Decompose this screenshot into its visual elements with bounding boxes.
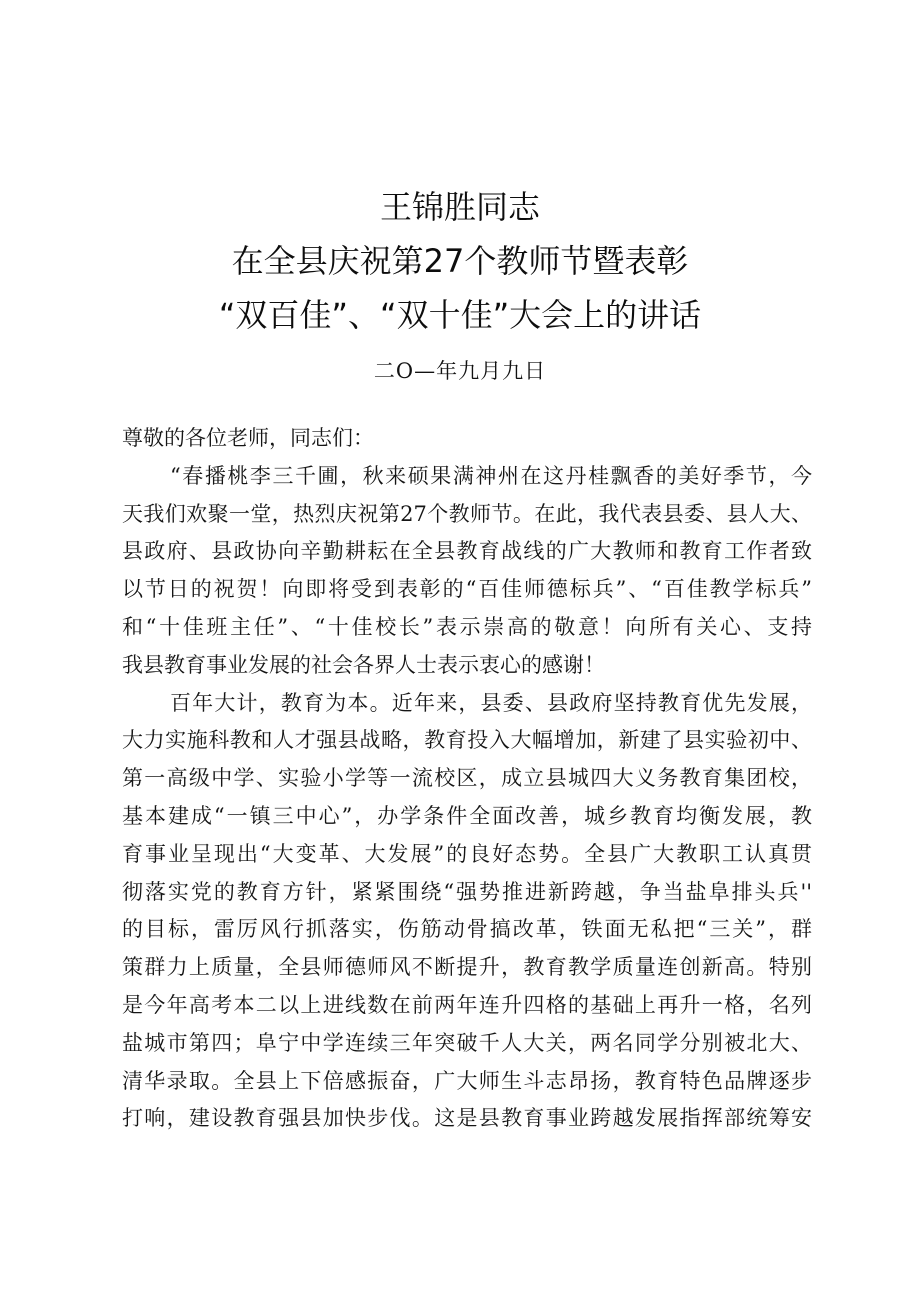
paragraph-2-line: 第一高级中学、实验小学等一流校区，成立县城四大义务教育集团校， — [122, 766, 812, 791]
title-line-event: “双百佳”、“双十佳”大会上的讲话 — [218, 296, 702, 334]
paragraph-2-line: 彻落实党的教育方针，紧紧围绕“强势推进新跨越，争当盐阜排头兵'' — [122, 879, 812, 904]
paragraph-2-line: 清华录取。全县上下倍感振奋，广大师生斗志昂扬，教育特色品牌逐步 — [122, 1068, 812, 1093]
paragraph-1-line: “春播桃李三千圃，秋来硕果满神州在这丹桂飘香的美好季节，今 — [170, 463, 812, 488]
paragraph-2-line: 策群力上质量，全县师德师风不断提升，教育教学质量连创新高。特别 — [122, 955, 812, 980]
speech-title — [0, 180, 920, 342]
paragraph-2-line: 是今年高考本二以上进线数在前两年连升四格的基础上再升一格，名列 — [122, 992, 812, 1017]
paragraph-1-line: 以节日的祝贺！向即将受到表彰的“百佳师德标兵”、“百佳教学标兵” — [122, 577, 812, 602]
paragraph-2-line: 盐城市第四；阜宁中学连续三年突破千人大关，两名同学分别被北大、 — [122, 1030, 812, 1055]
paragraph-2-line: 打响，建设教育强县加快步伐。这是县教育事业跨越发展指挥部统筹安 — [122, 1106, 812, 1131]
paragraph-2-line: 百年大计，教育为本。近年来，县委、县政府坚持教育优先发展， — [170, 690, 812, 715]
paragraph-1-line: 天我们欢聚一堂，热烈庆祝第27个教师节。在此，我代表县委、县人大、 — [122, 501, 812, 526]
salutation: 尊敬的各位老师，同志们： — [122, 426, 374, 450]
speech-body — [122, 420, 812, 1138]
paragraph-2-line: 育事业呈现出“大变革、大发展”的良好态势。全县广大教职工认真贯 — [122, 841, 812, 866]
paragraph-1-line: 和“十佳班主任”、“十佳校长”表示崇高的敬意！向所有关心、支持 — [122, 614, 812, 639]
paragraph-2-line: 基本建成“一镇三中心”，办学条件全面改善，城乡教育均衡发展，教 — [122, 803, 812, 828]
paragraph-1-line: 我县教育事业发展的社会各界人士表示衷心的感谢！ — [122, 652, 605, 677]
paragraph-2-line: 的目标，雷厉风行抓落实，伤筋动骨搞改革，铁面无私把“三关”，群 — [122, 917, 812, 942]
paragraph-1-line: 县政府、县政协向辛勤耕耘在全县教育战线的广大教师和教育工作者致 — [122, 539, 812, 564]
paragraph-2-line: 大力实施科教和人才强县战略，教育投入大幅增加，新建了县实验初中、 — [122, 728, 812, 753]
title-line-occasion: 在全县庆祝第27个教师节暨表彰 — [231, 242, 689, 280]
title-line-speaker: 王锦胜同志 — [379, 188, 540, 226]
speech-date: 二O—年九月九日 — [373, 359, 547, 383]
